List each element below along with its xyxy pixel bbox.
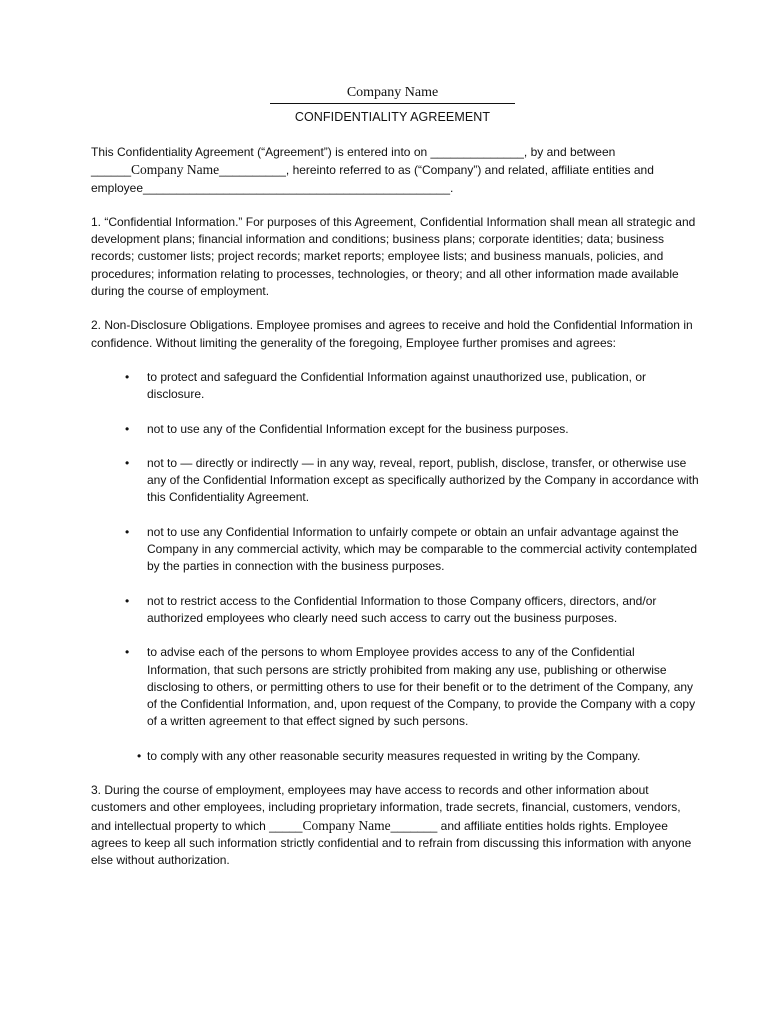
section-3-records-access xyxy=(91,782,701,869)
section-3-text-1: 3. During the course of employment, employees may have access to records and other information about customers and other employees, including proprietary information, trade secrets, financial, customers, vendors, and intellectual property to which xyxy=(91,783,681,833)
list-item xyxy=(91,644,701,730)
list-item-text: not to use any Confidential Information to unfairly compete or obtain an unfair advantage against the Company in any commercial activity, which may be comparable to the commercial activity contemplated by the parties in connection with the business purposes. xyxy=(147,524,697,574)
list-item xyxy=(91,369,701,404)
list-item xyxy=(91,748,701,765)
bullet-icon: • xyxy=(125,421,130,436)
company-name-blank-prefix: ______ xyxy=(91,163,132,178)
list-item xyxy=(91,593,701,628)
company-name-field: Company Name xyxy=(131,162,220,178)
company-name-field-2: Company Name xyxy=(302,817,391,833)
intro-text-1: This Confidentiality Agreement (“Agreement”) is entered into on ______________, by and between xyxy=(91,145,616,159)
bullet-icon: • xyxy=(125,593,130,608)
section-3-text-2: and affiliate entities holds rights. Employee agrees to keep all such information strictly confidential and to refrain from discussing this information with anyone else without authorization. xyxy=(91,818,692,868)
company-name-blank-suffix-2: _______ xyxy=(390,818,438,833)
bullet-icon: • xyxy=(137,748,142,763)
company-name-blank-prefix-2: _____ xyxy=(269,818,303,833)
list-item-text: not to restrict access to the Confidential Information to those Company officers, directors, and/or authorized employees who clearly need such access to carry out the business purposes. xyxy=(147,593,657,625)
bullet-icon: • xyxy=(125,455,130,470)
document-body xyxy=(91,144,701,887)
list-item xyxy=(91,524,701,576)
list-item-text: to protect and safeguard the Confidential Information against unauthorized use, publication, or disclosure. xyxy=(147,369,646,402)
document-title: CONFIDENTIALITY AGREEMENT xyxy=(294,110,491,124)
bullet-icon: • xyxy=(125,645,130,660)
list-item xyxy=(91,421,701,438)
employee-line: employee______________________________________________. xyxy=(91,180,454,195)
list-item xyxy=(91,455,701,507)
intro-paragraph xyxy=(91,144,701,197)
bullet-icon: • xyxy=(125,369,130,384)
intro-text-2: , hereinto referred to as (“Company”) and related, affiliate entities and xyxy=(285,163,654,178)
list-item-text: not to use any of the Confidential Information except for the business purposes. xyxy=(147,421,569,436)
company-name-header: Company Name xyxy=(270,84,515,104)
list-item-text: not to — directly or indirectly — in any way, reveal, report, publish, disclose, transfer, or otherwise use any of the Confidential Information except as specifically authorized by the Company in accordance with this Confidentiality Agreement. xyxy=(147,455,699,505)
section-2-non-disclosure: 2. Non-Disclosure Obligations. Employee promises and agrees to receive and hold the Confidential Information in confidence. Without limiting the generality of the foregoing, Employee further promises and agrees: xyxy=(91,318,693,350)
document-header xyxy=(270,84,515,124)
company-name-blank-suffix: __________ xyxy=(219,163,286,178)
bullet-icon: • xyxy=(125,524,130,539)
list-item-text: to comply with any other reasonable security measures requested in writing by the Company. xyxy=(147,748,641,763)
obligations-list xyxy=(91,369,701,765)
list-item-text: to advise each of the persons to whom Employee provides access to any of the Confidential Information, that such persons are strictly prohibited from making any use, publishing or otherwise disclosing to others, or permitting others to use for their benefit or to the detriment of the Company, any of the Confidential Information, and, upon request of the Company, to provide the Company with a copy of a written agreement to that effect signed by such persons. xyxy=(147,645,696,729)
section-1-confidential-information: 1. “Confidential Information.” For purposes of this Agreement, Confidential Information shall mean all strategic and development plans; financial information and conditions; business plans; corporate identities; data; business records; customer lists; project records; market reports; employee lists; and business manuals, policies, and procedures; information relating to processes, technologies, or theory; and all other information made available during the course of employment. xyxy=(91,214,696,299)
